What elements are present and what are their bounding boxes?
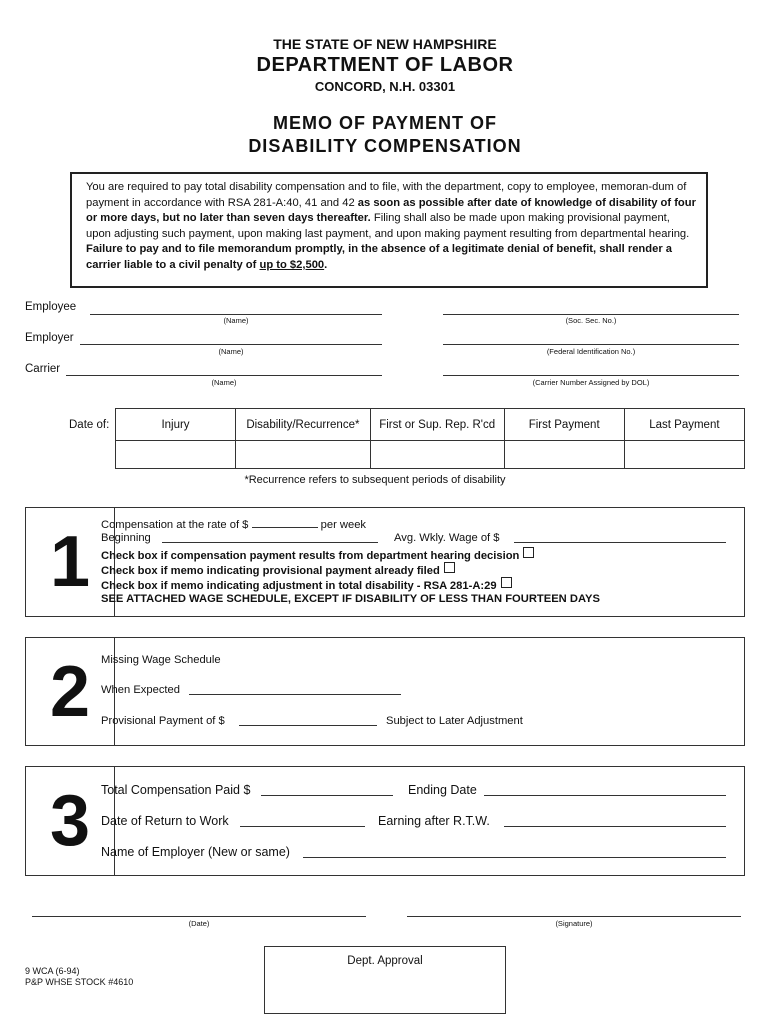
rate-label: Compensation at the rate of $ — [101, 519, 249, 531]
beginning-field[interactable] — [162, 532, 378, 543]
employee-ssn-field[interactable] — [443, 314, 739, 315]
provisional-payment-field[interactable] — [239, 715, 377, 726]
disability-date-cell[interactable] — [236, 441, 371, 469]
injury-date-cell[interactable] — [116, 441, 236, 469]
carrier-label: Carrier — [25, 363, 61, 375]
notice-text-2: Filing shall also be made upon making provisional payment, upon adjusting such payment, upon making last payment, and upon making payment resulting from departmental hearing. — [86, 212, 690, 240]
check-provisional-row — [101, 562, 455, 577]
new-employer-field[interactable] — [303, 847, 726, 858]
first-payment-date-cell[interactable] — [504, 441, 624, 469]
earning-after-rtw-label: Earning after R.T.W. — [378, 814, 490, 828]
when-expected-field[interactable] — [189, 684, 401, 695]
carrier-number-caption: (Carrier Number Assigned by DOL) — [532, 378, 650, 387]
missing-wage-label: Missing Wage Schedule — [101, 654, 221, 666]
state-heading: THE STATE OF NEW HAMPSHIRE — [273, 36, 497, 52]
return-to-work-field[interactable] — [240, 816, 365, 827]
employee-name-field[interactable] — [90, 314, 382, 315]
section-2-number: 2 — [26, 638, 115, 745]
carrier-name-caption: (Name) — [211, 378, 237, 387]
check-provisional-text: Check box if memo indicating provisional payment already filed — [101, 565, 440, 577]
col-last-payment: Last Payment — [624, 409, 744, 441]
employee-name-caption: (Name) — [223, 316, 249, 325]
total-compensation-label: Total Compensation Paid $ — [101, 783, 251, 797]
col-first-report: First or Sup. Rep. R'cd — [370, 409, 504, 441]
avg-wage-label: Avg. Wkly. Wage of $ — [394, 532, 500, 544]
avg-wage-field[interactable] — [514, 532, 726, 543]
employer-name-caption: (Name) — [218, 347, 244, 356]
form-title — [0, 112, 770, 158]
notice-bold-2: Failure to pay and to file memorandum promptly, in the absence of a legitimate denial of benefit, shall render a carrier liable to a civil penalty of — [86, 243, 673, 271]
last-payment-date-cell[interactable] — [624, 441, 744, 469]
section-1 — [25, 507, 745, 617]
col-disability: Disability/Recurrence* — [236, 409, 371, 441]
per-week-label: per week — [320, 519, 367, 531]
dates-header-row — [116, 409, 745, 441]
when-expected-label: When Expected — [101, 684, 180, 696]
check-adjustment-row — [101, 577, 512, 592]
ending-date-label: Ending Date — [408, 783, 477, 797]
section-1-number: 1 — [26, 508, 115, 616]
employee-label: Employee — [25, 301, 77, 313]
department-heading: DEPARTMENT OF LABOR — [256, 54, 514, 76]
notice-text-1: You are required to pay total disability compensation and to file, with the department, copy to employee, memoran-dum of payment in accordance with RSA 281-A:40, 41 and 42 — [86, 181, 687, 209]
rate-field[interactable] — [252, 517, 318, 528]
fein-caption: (Federal Identification No.) — [546, 347, 636, 356]
carrier-number-field[interactable] — [443, 375, 739, 376]
section-3-number: 3 — [26, 767, 115, 875]
dept-approval-label: Dept. Approval — [347, 955, 423, 967]
title-line-1: MEMO OF PAYMENT OF — [272, 113, 497, 133]
provisional-checkbox[interactable] — [444, 562, 455, 573]
attached-wage-note: SEE ATTACHED WAGE SCHEDULE, EXCEPT IF DISABILITY OF LESS THAN FOURTEEN DAYS — [101, 593, 600, 605]
col-first-payment: First Payment — [504, 409, 624, 441]
signature-field[interactable] — [407, 916, 741, 917]
date-caption: (Date) — [188, 919, 210, 928]
subject-adjustment-label: Subject to Later Adjustment — [386, 715, 523, 727]
notice-penalty: up to $2,500 — [259, 258, 325, 271]
check-hearing-row — [101, 547, 534, 562]
return-to-work-label: Date of Return to Work — [101, 814, 229, 828]
employer-fein-field[interactable] — [443, 344, 739, 345]
ssn-caption: (Soc. Sec. No.) — [565, 316, 617, 325]
title-line-2: DISABILITY COMPENSATION — [248, 136, 522, 156]
carrier-name-field[interactable] — [66, 375, 382, 376]
first-report-date-cell[interactable] — [370, 441, 504, 469]
beginning-label: Beginning — [101, 532, 151, 544]
form-number: 9 WCA (6-94) — [25, 966, 80, 976]
adjustment-checkbox[interactable] — [501, 577, 512, 588]
provisional-payment-label: Provisional Payment of $ — [101, 715, 225, 727]
employer-name-label: Name of Employer (New or same) — [101, 845, 290, 859]
date-field[interactable] — [32, 916, 366, 917]
ending-date-field[interactable] — [484, 785, 726, 796]
hearing-checkbox[interactable] — [523, 547, 534, 558]
notice-bold-1: as soon as possible after date of knowledge of disability of four or more days, but no later than seven days thereafter. — [86, 196, 696, 225]
check-hearing-text: Check box if compensation payment results from department hearing decision — [101, 550, 520, 562]
earning-after-rtw-field[interactable] — [504, 816, 726, 827]
dept-approval-box — [264, 946, 506, 1014]
employer-name-field[interactable] — [80, 344, 382, 345]
section-3 — [25, 766, 745, 876]
address: CONCORD, N.H. 03301 — [314, 79, 456, 94]
recurrence-footnote: *Recurrence refers to subsequent periods of disability — [244, 474, 506, 486]
notice-box — [70, 172, 708, 288]
col-injury: Injury — [116, 409, 236, 441]
dates-label: Date of: — [69, 419, 110, 431]
dates-entry-row — [116, 441, 745, 469]
section-2 — [25, 637, 745, 746]
compensation-rate-row — [101, 517, 701, 531]
form-id — [25, 966, 133, 988]
stock-number: P&P WHSE STOCK #4610 — [25, 977, 134, 987]
notice-period: . — [324, 258, 328, 271]
signature-caption: (Signature) — [555, 919, 593, 928]
check-adjustment-text: Check box if memo indicating adjustment in total disability - RSA 281-A:29 — [101, 580, 497, 592]
dates-table — [115, 408, 745, 469]
employer-label: Employer — [25, 332, 74, 344]
total-compensation-field[interactable] — [261, 785, 393, 796]
